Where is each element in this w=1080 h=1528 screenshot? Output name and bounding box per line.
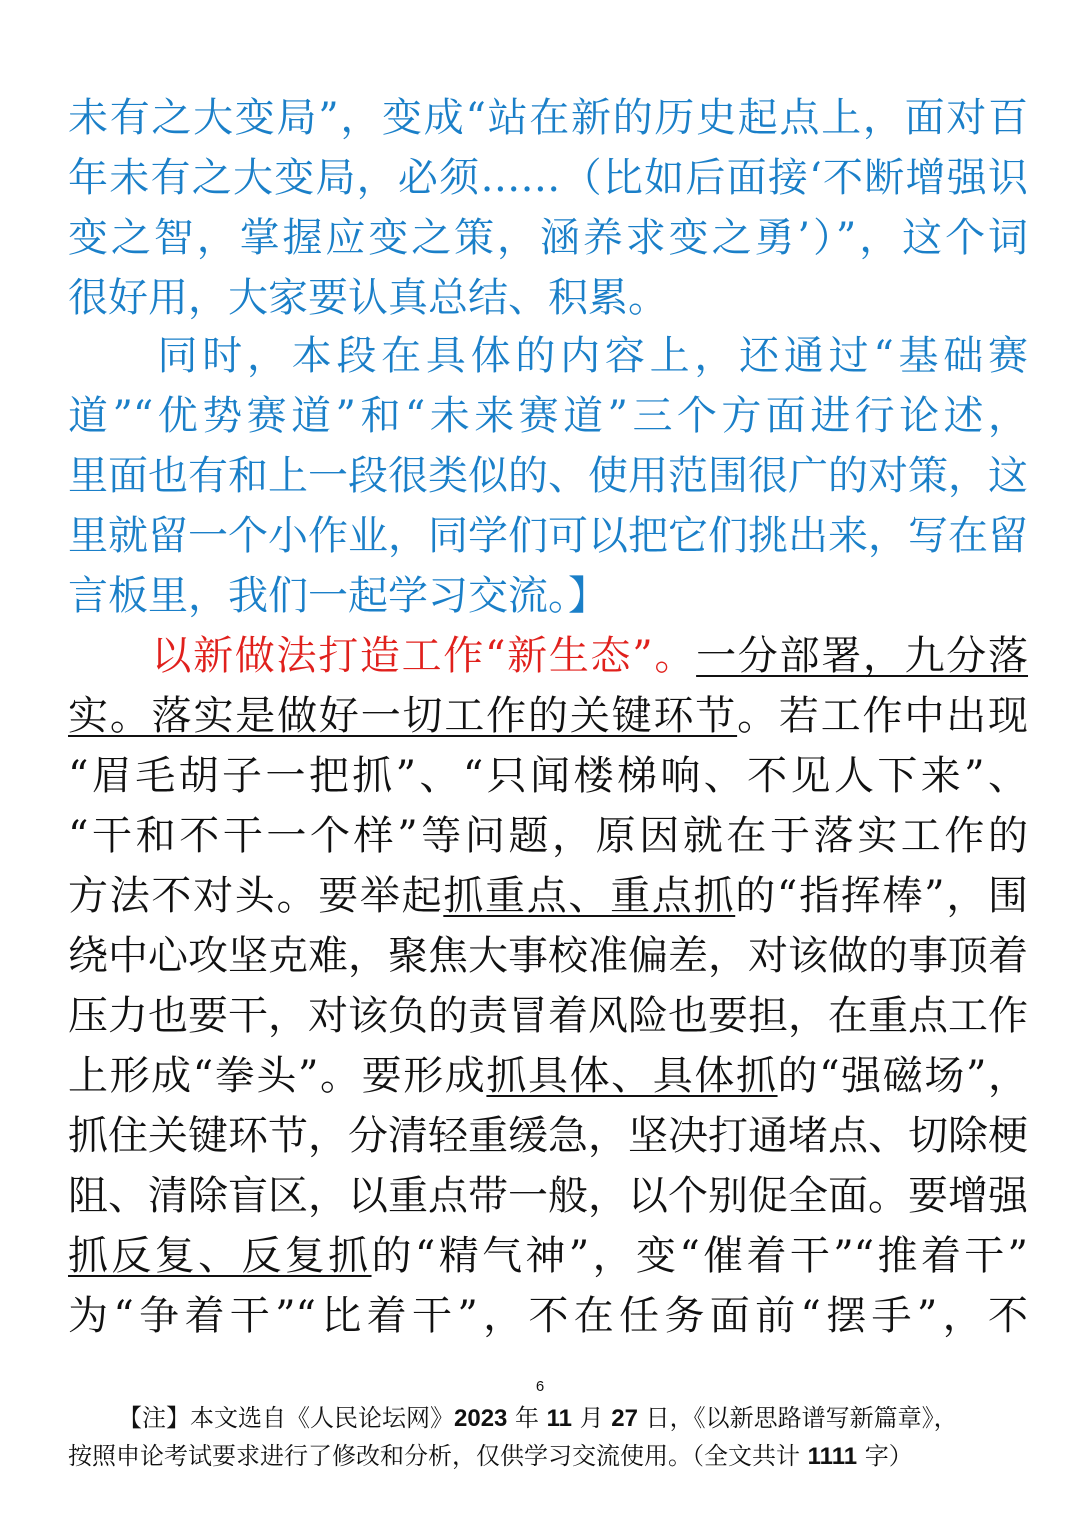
commentary-line-6: 道”“优势赛道”和“未来赛道”三个方面进行论述， [68,393,1028,439]
commentary-line-9: 言板里，我们一起学习交流。】 [68,573,608,619]
commentary-line-2: 年未有之大变局，必须……（比如后面接‘不断增强识 [68,155,1028,201]
body-line-6: 绕中心攻坚克难，聚焦大事校准偏差，对该做的事顶着 [68,933,1028,979]
key-phrase-underlined: 实。落实是做好一切工作的关键环节 [68,693,738,739]
commentary-line-3: 变之智，掌握应变之策，涵养求变之勇’）”，这个词 [68,215,1028,261]
source-note-line-2: 按照申论考试要求进行了修改和分析，仅供学习交流使用。（全文共计 1111 字） [68,1442,913,1470]
key-phrase-underlined: 一分部署，九分落 [696,633,1029,679]
source-note-line-1: 【注】本文选自《人民论坛网》2023 年 11 月 27 日，《以新思路谱写新篇章》， [118,1404,958,1432]
page-number: 6 [535,1378,545,1395]
body-line-12: 为“争着干”“比着干”，不在任务面前“摆手”，不 [68,1293,1028,1339]
key-phrase-underlined: 抓反复、反复抓 [68,1233,372,1279]
key-phrase-underlined: 抓重点、重点抓 [443,873,736,919]
body-line-5: 方法不对头。要举起抓重点、重点抓的“指挥棒”，围 [68,873,1029,919]
body-line-8: 上形成“拳头”。要形成抓具体、具体抓的“强磁场”， [68,1053,1028,1099]
commentary-line-7: 里面也有和上一段很类似的、使用范围很广的对策，这 [68,453,1028,499]
body-line-9: 抓住关键环节，分清轻重缓急，坚决打通堵点、切除梗 [68,1113,1028,1159]
commentary-line-8: 里就留一个小作业，同学们可以把它们挑出来，写在留 [68,513,1028,559]
body-line-1 [68,626,1028,686]
key-phrase-underlined: 抓具体、具体抓 [486,1053,778,1099]
commentary-line-1: 未有之大变局”，变成“站在新的历史起点上，面对百 [68,95,1028,141]
body-line-7: 压力也要干，对该负的责冒着风险也要担，在重点工作 [68,993,1028,1039]
commentary-line-5: 同时，本段在具体的内容上，还通过“基础赛 [68,333,1028,379]
body-line-2: 实。落实是做好一切工作的关键环节。若工作中出现 [68,693,1029,739]
commentary-line-4: 很好用，大家要认真总结、积累。 [68,275,668,321]
body-line-3: “眉毛胡子一把抓”、“只闻楼梯响、不见人下来”、 [68,753,1028,799]
body-line-10: 阻、清除盲区，以重点带一般，以个别促全面。要增强 [68,1173,1028,1219]
section-heading: 以新做法打造工作“新生态”。 [151,633,697,679]
body-line-11: 抓反复、反复抓的“精气神”，变“催着干”“推着干” [68,1233,1028,1279]
body-line-4: “干和不干一个样”等问题，原因就在于落实工作的 [68,813,1028,859]
